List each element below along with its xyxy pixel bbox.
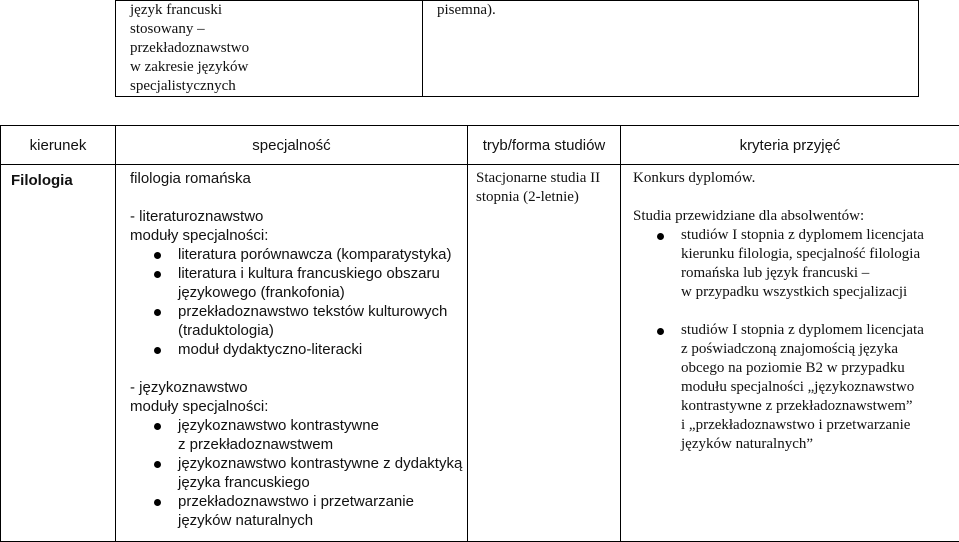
bullet-icon — [154, 347, 161, 354]
bullet-icon — [154, 499, 161, 506]
group-subheading: moduły specjalności: — [130, 226, 467, 245]
top-left-line: stosowany – — [130, 20, 422, 39]
main-table — [0, 125, 959, 542]
list-item: moduł dydaktyczno-literacki — [130, 340, 467, 359]
list-item: językoznawstwo kontrastywne z przekładoznawstwem — [130, 416, 467, 454]
filologia-row — [1, 165, 959, 542]
header-specjalnosc: specjalność — [116, 126, 468, 165]
list-item: przekładoznawstwo tekstów kulturowych (traduktologia) — [130, 302, 467, 340]
kierunek-value: Filologia — [11, 172, 73, 189]
module-list — [130, 416, 467, 530]
top-left-line: przekładoznawstwo — [130, 39, 422, 58]
bullet-icon — [154, 252, 161, 259]
top-left-line: w zakresie języków — [130, 58, 422, 77]
tryb-cell — [468, 165, 621, 542]
specjalnosc-cell — [116, 165, 468, 542]
specjalnosc-title: filologia romańska — [130, 169, 467, 188]
list-item: językoznawstwo kontrastywne z dydaktyką języka francuskiego — [130, 454, 467, 492]
bullet-icon — [154, 461, 161, 468]
group-heading: - językoznawstwo — [130, 378, 467, 397]
bullet-icon — [154, 309, 161, 316]
bullet-icon — [154, 271, 161, 278]
top-table — [115, 0, 919, 97]
criteria-list — [633, 321, 959, 454]
top-left-line: język francuski — [130, 1, 422, 20]
kryteria-intro: Studia przewidziane dla absolwentów: — [633, 207, 959, 226]
kryteria-title: Konkurs dyplomów. — [633, 169, 959, 188]
bullet-icon — [657, 328, 664, 335]
tryb-line: stopnia (2-letnie) — [476, 188, 620, 207]
group-subheading: moduły specjalności: — [130, 397, 467, 416]
list-item: studiów I stopnia z dyplomem licencjata z poświadczoną znajomością języka obcego na poziomie B2 w przypadku modułu specjalności „językoznawstwo kontrastywne z przekładoznawstwem” i „przekładoznawstwo i przetwarzanie języków naturalnych” — [633, 321, 959, 454]
tryb-line: Stacjonarne studia II — [476, 169, 620, 188]
header-row — [1, 126, 959, 165]
top-right-text: pisemna). — [437, 1, 918, 20]
module-list — [130, 245, 467, 359]
criteria-list — [633, 226, 959, 302]
list-item: studiów I stopnia z dyplomem licencjata kierunku filologia, specjalność filologia romańska lub język francuski – w przypadku wszystkich specjalizacji — [633, 226, 959, 302]
top-right-cell — [423, 1, 919, 97]
kierunek-cell — [1, 165, 116, 542]
header-kryteria: kryteria przyjęć — [621, 126, 959, 165]
top-left-line: specjalistycznych — [130, 77, 422, 96]
kryteria-cell — [621, 165, 959, 542]
list-item: literatura i kultura francuskiego obszaru językowego (frankofonia) — [130, 264, 467, 302]
group-heading: - literaturoznawstwo — [130, 207, 467, 226]
list-item: literatura porównawcza (komparatystyka) — [130, 245, 467, 264]
top-left-cell — [116, 1, 423, 97]
header-kierunek: kierunek — [1, 126, 116, 165]
bullet-icon — [657, 233, 664, 240]
list-item: przekładoznawstwo i przetwarzanie języków naturalnych — [130, 492, 467, 530]
header-tryb: tryb/forma studiów — [468, 126, 621, 165]
bullet-icon — [154, 423, 161, 430]
